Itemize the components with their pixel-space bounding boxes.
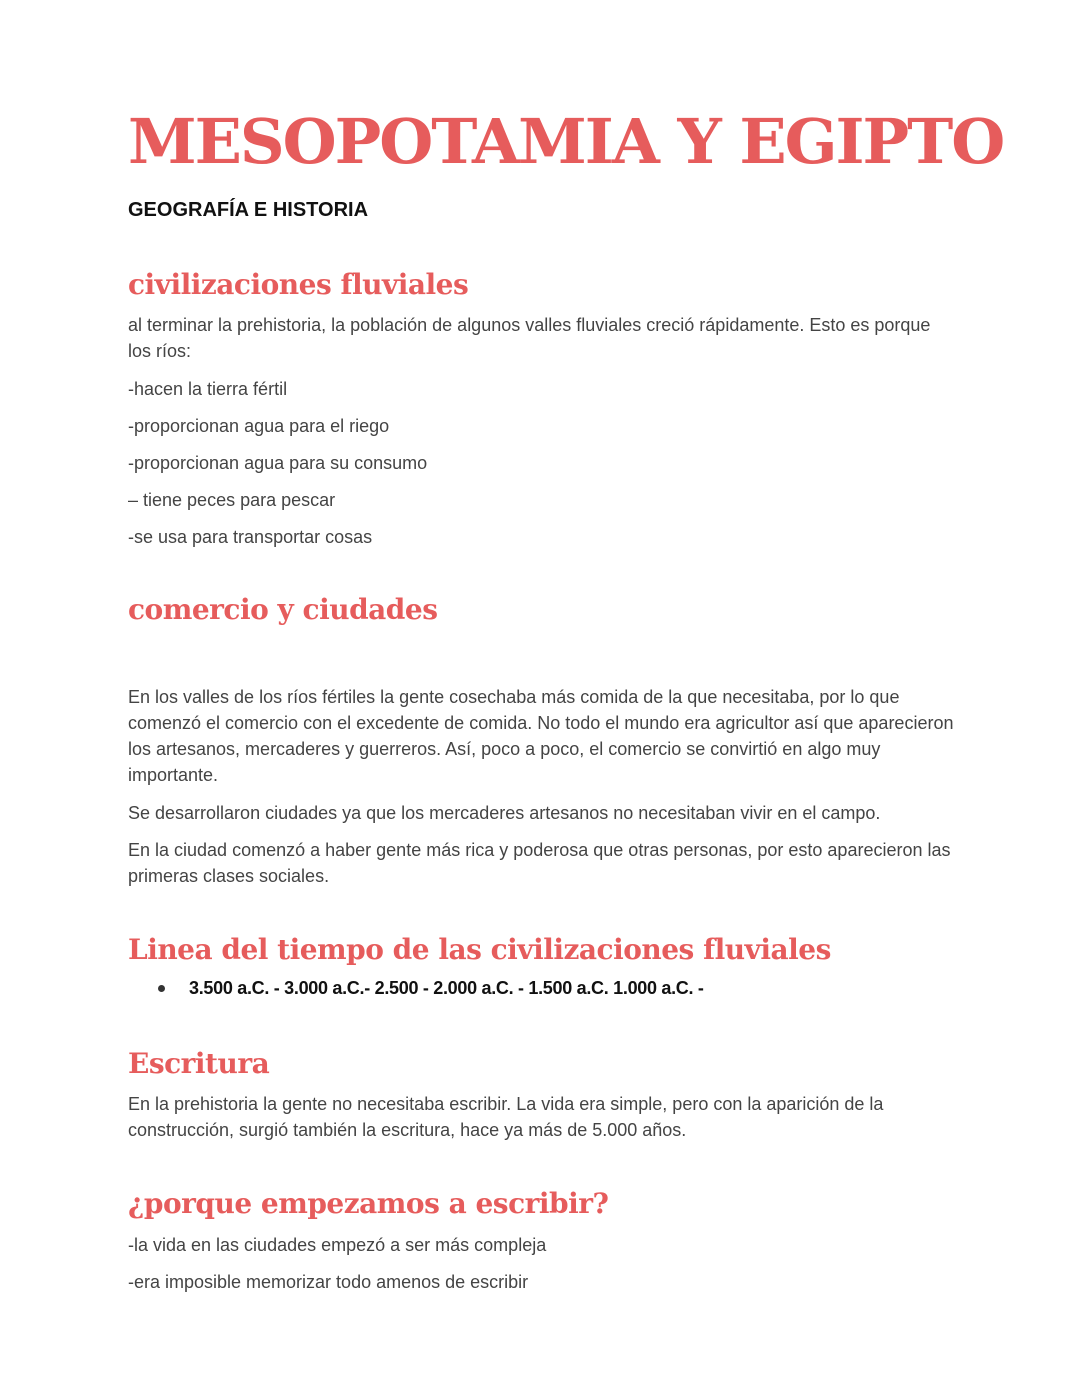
heading-linea-del-tiempo: Linea del tiempo de las civilizaciones fluviales [128,933,831,966]
list-item: – tiene peces para pescar [128,490,336,510]
heading-escritura: Escritura [128,1047,270,1080]
document-subtitle: GEOGRAFÍA E HISTORIA [128,199,369,221]
list-item: -la vida en las ciudades empezó a ser más compleja [128,1235,547,1255]
list-item: -se usa para transportar cosas [128,527,373,547]
heading-porque-escribir: ¿porque empezamos a escribir? [128,1187,609,1220]
timeline-bullet [158,978,704,999]
list-item: -era imposible memorizar todo amenos de escribir [128,1272,529,1292]
comercio-paragraph-3: En la ciudad comenzó a haber gente más rica y poderosa que otras personas, por esto aparecieron las primeras clases sociales. [128,840,951,886]
list-item: -proporcionan agua para el riego [128,416,390,436]
bullet-icon [158,985,165,992]
fluviales-intro: al terminar la prehistoria, la población de algunos valles fluviales creció rápidamente. Esto es porque los ríos: [128,315,931,361]
list-item: -proporcionan agua para su consumo [128,453,428,473]
timeline-text: 3.500 a.C. - 3.000 a.C.- 2.500 - 2.000 a.C. - 1.500 a.C. 1.000 a.C. - [189,978,704,998]
heading-comercio-ciudades: comercio y ciudades [128,593,438,626]
list-item: -hacen la tierra fértil [128,379,288,399]
comercio-paragraph-1: En los valles de los ríos fértiles la gente cosechaba más comida de la que necesitaba, por lo que comenzó el comercio con el excedente de comida. No todo el mundo era agricultor así que aparecieron los artesanos, mercaderes y guerreros. Así, poco a poco, el comercio se convirtió en algo muy importante. [128,687,954,785]
escritura-paragraph: En la prehistoria la gente no necesitaba escribir. La vida era simple, pero con la aparición de la construcción, surgió también la escritura, hace ya más de 5.000 años. [128,1094,884,1140]
document-title: MESOPOTAMIA Y EGIPTO [128,105,1004,178]
heading-civilizaciones-fluviales: civilizaciones fluviales [128,268,469,301]
comercio-paragraph-2: Se desarrollaron ciudades ya que los mercaderes artesanos no necesitaban vivir en el campo. [128,803,881,823]
